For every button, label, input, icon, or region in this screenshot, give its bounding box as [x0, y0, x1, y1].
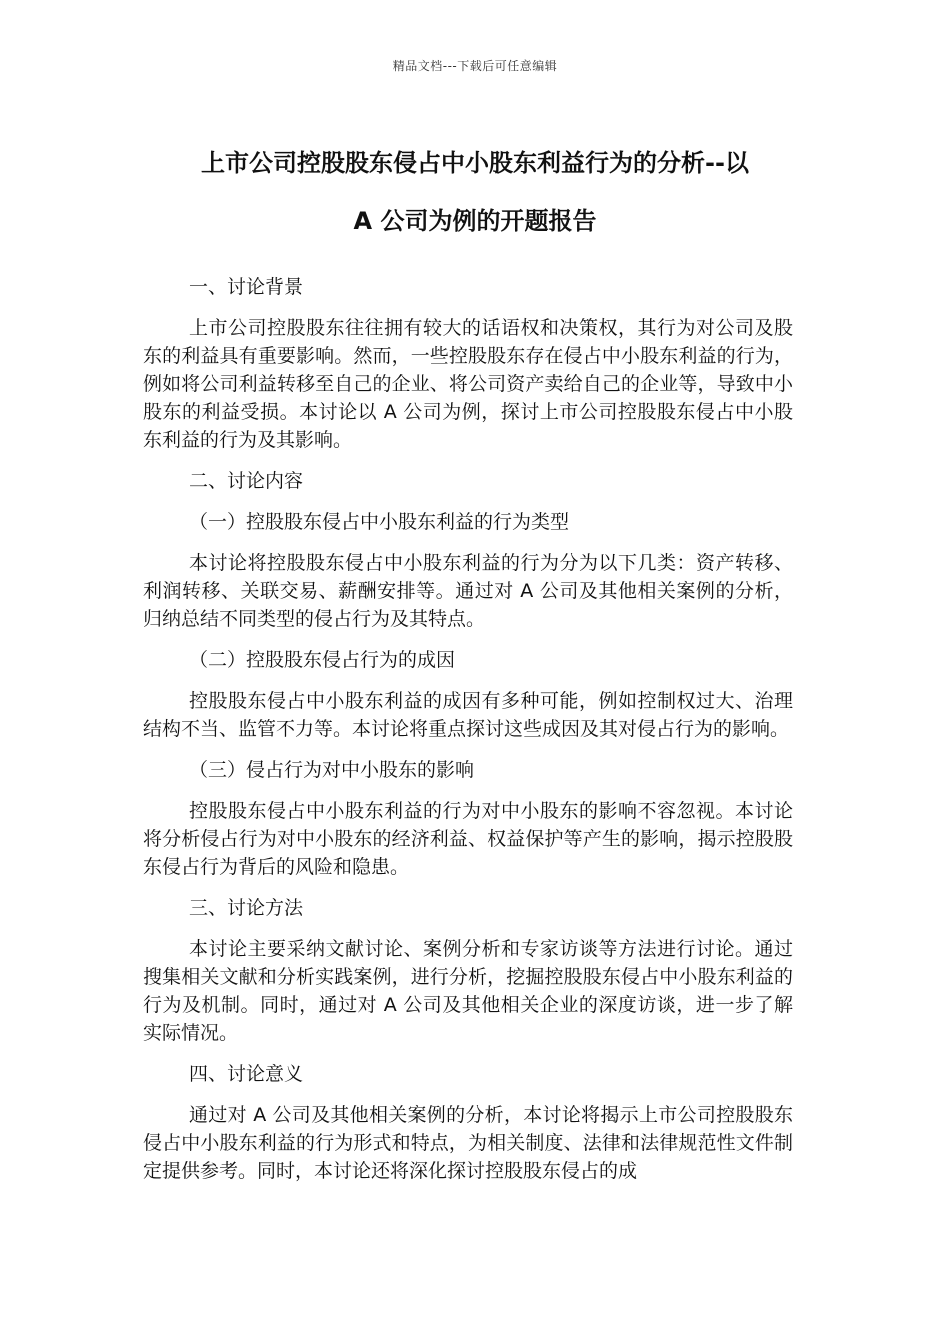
- section-heading-methods: 三、讨论方法: [189, 897, 304, 919]
- paragraph-causes: 控股股东侵占中小股东利益的成因有多种可能，例如控制权过大、治理结构不当、监管不力等。本讨论将重点探讨这些成因及其对侵占行为的影响。: [143, 690, 793, 740]
- paragraph-significance: 通过对 A 公司及其他相关案例的分析，本讨论将揭示上市公司控股股东侵占中小股东利益的行为形式和特点，为相关制度、法律和法律规范性文件制定提供参考。同时，本讨论还将深化探讨控股股东侵占的成: [143, 1104, 793, 1182]
- section-heading-content: 二、讨论内容: [189, 470, 304, 492]
- document-body: [143, 273, 793, 1198]
- document-title: [120, 134, 830, 250]
- title-line-2: A 公司为例的开题报告: [353, 207, 597, 235]
- section-heading-background: 一、讨论背景: [189, 276, 304, 298]
- subheading-impact: （三）侵占行为对中小股东的影响: [189, 759, 475, 781]
- paragraph-impact: 控股股东侵占中小股东利益的行为对中小股东的影响不容忽视。本讨论将分析侵占行为对中小股东的经济利益、权益保护等产生的影响，揭示控股股东侵占行为背后的风险和隐患。: [143, 800, 793, 878]
- subheading-behavior-types: （一）控股股东侵占中小股东利益的行为类型: [189, 511, 570, 533]
- paragraph-methods: 本讨论主要采纳文献讨论、案例分析和专家访谈等方法进行讨论。通过搜集相关文献和分析实践案例，进行分析，挖掘控股股东侵占中小股东利益的行为及机制。同时，通过对 A 公司及其他相关企业的深度访谈，进一步了解实际情况。: [143, 938, 793, 1044]
- paragraph-background: 上市公司控股股东往往拥有较大的话语权和决策权，其行为对公司及股东的利益具有重要影响。然而，一些控股股东存在侵占中小股东利益的行为，例如将公司利益转移至自己的企业、将公司资产卖给自己的企业等，导致中小股东的利益受损。本讨论以 A 公司为例，探讨上市公司控股股东侵占中小股东利益的行为及其影响。: [143, 317, 793, 451]
- paragraph-behavior-types: 本讨论将控股股东侵占中小股东利益的行为分为以下几类：资产转移、利润转移、关联交易、薪酬安排等。通过对 A 公司及其他相关案例的分析，归纳总结不同类型的侵占行为及其特点。: [143, 552, 793, 630]
- title-line-1: 上市公司控股股东侵占中小股东利益行为的分析--以: [201, 149, 749, 177]
- header-note: 精品文档---下载后可任意编辑: [392, 59, 558, 73]
- subheading-causes: （二）控股股东侵占行为的成因: [189, 649, 456, 671]
- section-heading-significance: 四、讨论意义: [189, 1063, 304, 1085]
